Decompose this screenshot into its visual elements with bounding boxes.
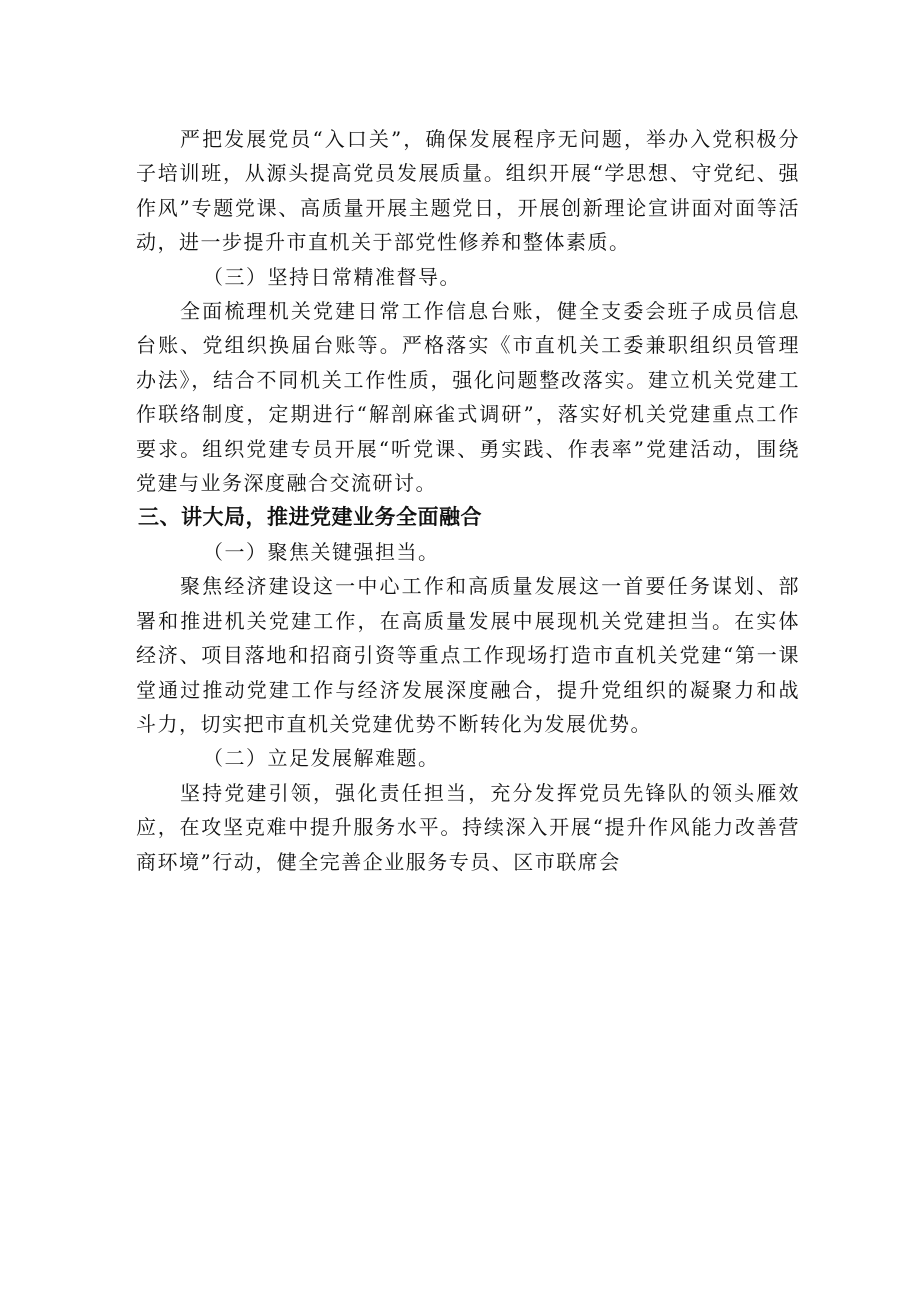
subheading-daily-supervision: （三）坚持日常精准督导。 [203, 264, 461, 289]
paragraph-solve-problems: 坚持党建引领，强化责任担当，充分发挥党员先锋队的领头雁效应，在攻坚克难中提升服务水平。持续深入开展“提升作风能力改善营商环境”行动，健全完善企业服务专员、区市联席会 [136, 780, 800, 874]
document-body [136, 122, 800, 879]
paragraph-daily-supervision: 全面梳理机关党建日常工作信息台账，健全支委会班子成员信息台账、党组织换届台账等。严格落实《市直机关工委兼职组织员管理办法》，结合不同机关工作性质，强化问题整改落实。建立机关党建工作联络制度，定期进行“解剖麻雀式调研”，落实好机关党建重点工作要求。组织党建专员开展“听党课、勇实践、作表率”党建活动，围绕党建与业务深度融合交流研讨。 [136, 299, 800, 496]
subheading-focus-key-tasks: （一）聚焦关键强担当。 [203, 539, 440, 564]
paragraph-focus-key-tasks: 聚焦经济建设这一中心工作和高质量发展这一首要任务谋划、部署和推进机关党建工作，在高质量发展中展现机关党建担当。在实体经济、项目落地和招商引资等重点工作现场打造市直机关党建“第一课堂通过推动党建工作与经济发展深度融合，提升党组织的凝聚力和战斗力，切实把市直机关党建优势不断转化为发展优势。 [136, 574, 800, 736]
subheading-solve-problems: （二）立足发展解难题。 [203, 746, 440, 771]
paragraph-party-member-development: 严把发展党员“入口关”，确保发展程序无问题，举办入党积极分子培训班，从源头提高党员发展质量。组织开展“学思想、守党纪、强作风”专题党课、高质量开展主题党日，开展创新理论宣讲面对面等活动，进一步提升市直机关于部党性修养和整体素质。 [136, 127, 800, 255]
section-heading-3: 三、讲大局，推进党建业务全面融合 [138, 505, 482, 530]
